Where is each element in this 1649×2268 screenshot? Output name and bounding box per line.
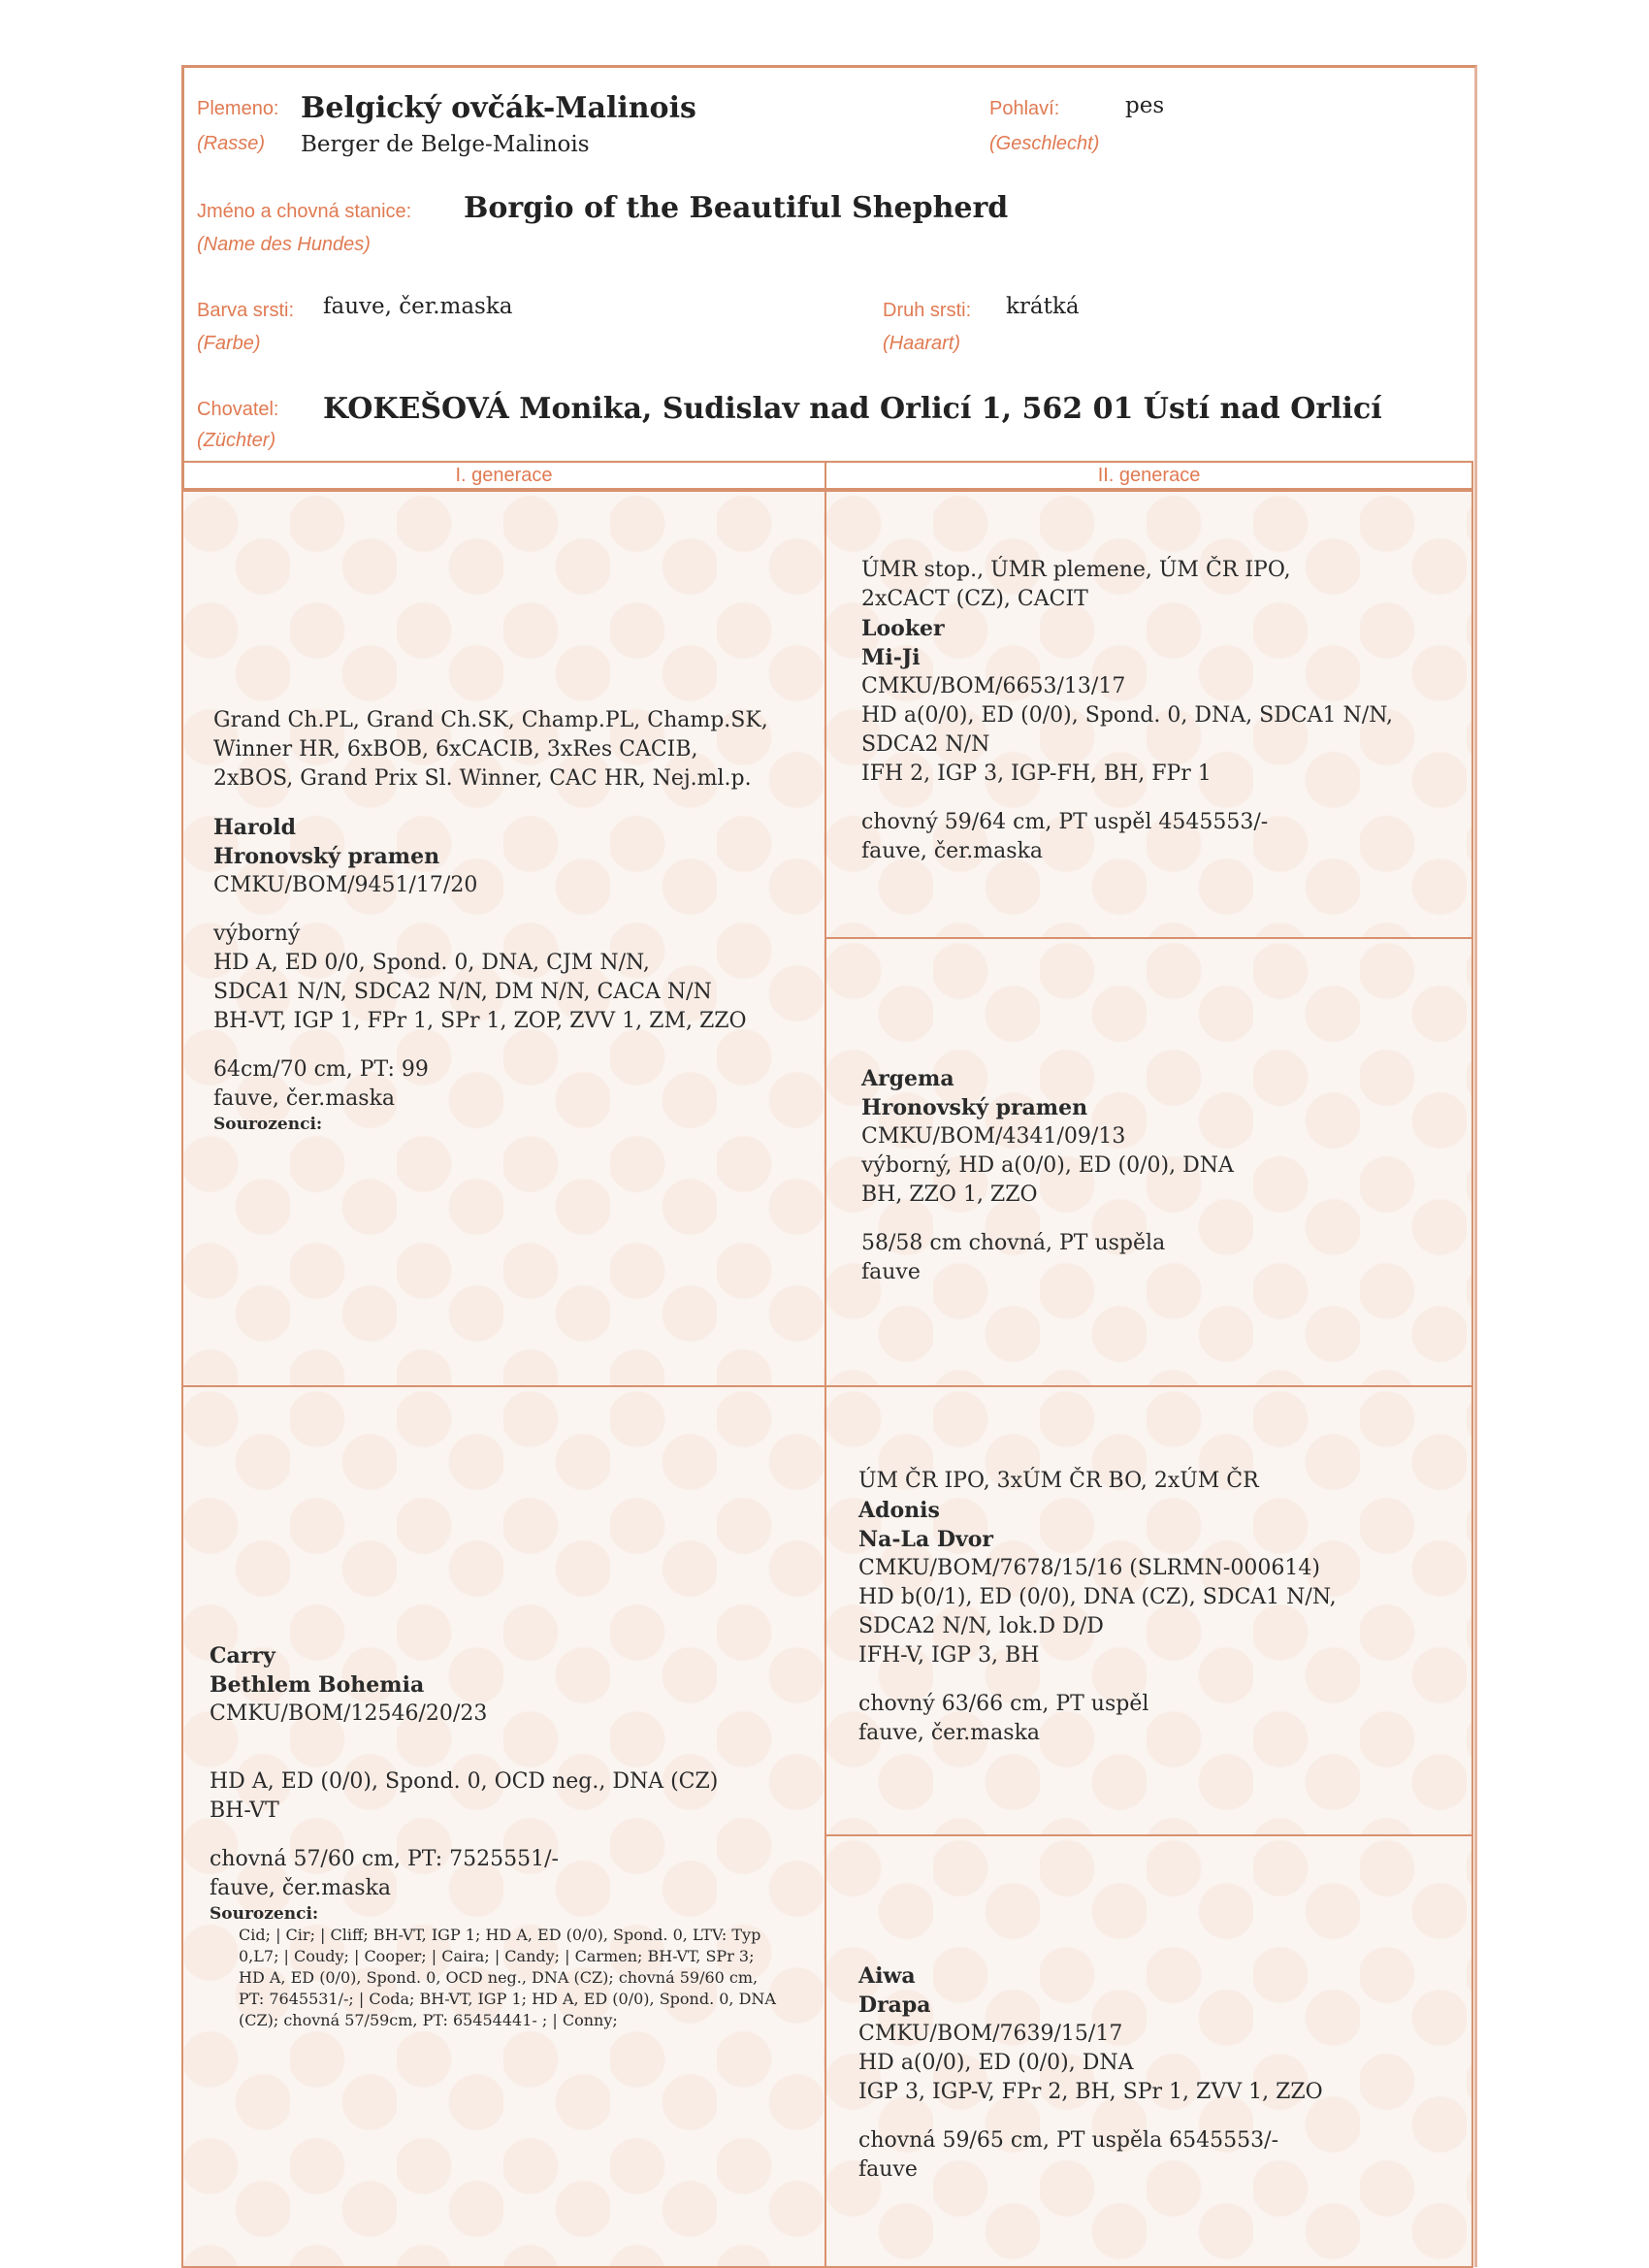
dam-dam-size-line: fauve bbox=[858, 2157, 918, 2182]
sire-dam-health-line: BH, ZZO 1, ZZO bbox=[861, 1183, 1038, 1207]
dam-dam-info bbox=[858, 1961, 1323, 2185]
sex-label: Pohlaví: bbox=[989, 98, 1060, 119]
sire-title-line: Winner HR, 6xBOB, 6xCACIB, 3xRes CACIB, bbox=[213, 737, 698, 761]
breeder-label-de: (Züchter) bbox=[197, 430, 276, 451]
sire-siblings-label: Sourozenci: bbox=[213, 1115, 323, 1134]
sire-sire-size-line: chovný 59/64 cm, PT uspěl 4545553/- bbox=[861, 810, 1269, 834]
sire-dam-size-line: 58/58 cm chovná, PT uspěla bbox=[861, 1231, 1166, 1255]
sire-sire-size-line: fauve, čer.maska bbox=[861, 839, 1044, 863]
sire-sire-health-line: HD a(0/0), ED (0/0), Spond. 0, DNA, SDCA1 N/N, bbox=[861, 703, 1394, 728]
sire-dam-health-line: výborný, HD a(0/0), ED (0/0), DNA bbox=[861, 1153, 1234, 1178]
sire-health-line: BH-VT, IGP 1, FPr 1, SPr 1, ZOP, ZVV 1, ZM, ZZO bbox=[213, 1009, 747, 1033]
dam-sire-health-line: SDCA2 N/N, lok.D D/D bbox=[858, 1614, 1104, 1638]
dam-dam-size-line: chovná 59/65 cm, PT uspěla 6545553/- bbox=[858, 2128, 1279, 2153]
dam-sire-registration: CMKU/BOM/7678/15/16 (SLRMN-000614) bbox=[858, 1556, 1320, 1580]
dog-name: Borgio of the Beautiful Shepherd bbox=[464, 191, 1009, 225]
dam-dam-health-line: HD a(0/0), ED (0/0), DNA bbox=[858, 2051, 1134, 2075]
sire-health-line: HD A, ED 0/0, Spond. 0, DNA, CJM N/N, bbox=[213, 951, 650, 975]
color-label: Barva srsti: bbox=[197, 300, 295, 321]
sire-sire-info bbox=[861, 556, 1393, 866]
dam-sire-size-line: chovný 63/66 cm, PT uspěl bbox=[858, 1692, 1149, 1716]
sire-sire-health-line: SDCA2 N/N bbox=[861, 732, 990, 757]
dam-sire-size-line: fauve, čer.maska bbox=[858, 1721, 1041, 1745]
sex-value: pes bbox=[1125, 93, 1165, 118]
breed-label-de: (Rasse) bbox=[197, 133, 266, 154]
breeder-value: KOKEŠOVÁ Monika, Sudislav nad Orlicí 1, 562 01 Ústí nad Orlicí bbox=[323, 392, 1382, 426]
sire-sire-title-line: ÚMR stop., ÚMR plemene, ÚM ČR IPO, bbox=[861, 558, 1291, 582]
color-label-de: (Farbe) bbox=[197, 333, 261, 354]
dam-sire-kennel: Na-La Dvor bbox=[858, 1527, 994, 1552]
generation-2-header: II. generace bbox=[824, 461, 1473, 490]
dam-dam-name: Aiwa bbox=[858, 1963, 916, 1989]
sire-dam-size-line: fauve bbox=[861, 1260, 921, 1284]
dam-kennel: Bethlem Bohemia bbox=[210, 1672, 425, 1698]
name-label-de: (Name des Hundes) bbox=[197, 234, 371, 255]
name-label: Jméno a chovná stanice: bbox=[197, 201, 412, 222]
coat-label-de: (Haarart) bbox=[883, 333, 961, 354]
dam-dam-kennel: Drapa bbox=[858, 1993, 931, 2018]
sire-sire-name: Looker bbox=[861, 616, 945, 641]
dam-size-line: chovná 57/60 cm, PT: 7525551/- bbox=[210, 1847, 559, 1871]
sire-sire-title-line: 2xCACT (CZ), CACIT bbox=[861, 587, 1088, 611]
dam-sire-health-line: HD b(0/1), ED (0/0), DNA (CZ), SDCA1 N/N, bbox=[858, 1585, 1337, 1609]
color-value: fauve, čer.maska bbox=[323, 294, 513, 319]
sire-dam-registration: CMKU/BOM/4341/09/13 bbox=[861, 1124, 1126, 1149]
sex-label-de: (Geschlecht) bbox=[989, 133, 1100, 154]
dam-sire-name: Adonis bbox=[858, 1498, 940, 1523]
dam-dam-health-line: IGP 3, IGP-V, FPr 2, BH, SPr 1, ZVV 1, ZZO bbox=[858, 2080, 1323, 2104]
dam-sire-title-line: ÚM ČR IPO, 3xÚM ČR BO, 2xÚM ČR bbox=[858, 1469, 1259, 1493]
sire-dam-kennel: Hronovský pramen bbox=[861, 1095, 1088, 1120]
generation-1-header: I. generace bbox=[181, 461, 826, 490]
sire-health-line: výborný bbox=[213, 922, 301, 946]
sire-size-line: 64cm/70 cm, PT: 99 bbox=[213, 1057, 429, 1082]
sire-sire-health-line: IFH 2, IGP 3, IGP-FH, BH, FPr 1 bbox=[861, 761, 1212, 786]
dam-name: Carry bbox=[210, 1643, 275, 1669]
sire-kennel: Hronovský pramen bbox=[213, 844, 440, 869]
breed-value-de: Berger de Belge-Malinois bbox=[301, 132, 590, 157]
breeder-label: Chovatel: bbox=[197, 399, 279, 420]
sire-registration: CMKU/BOM/9451/17/20 bbox=[213, 873, 478, 897]
dam-sire-health-line: IFH-V, IGP 3, BH bbox=[858, 1643, 1040, 1668]
sire-dam-name: Argema bbox=[861, 1066, 954, 1091]
sire-dam-info bbox=[861, 1064, 1234, 1287]
sire-health-line: SDCA1 N/N, SDCA2 N/N, DM N/N, CACA N/N bbox=[213, 980, 712, 1004]
dam-info bbox=[210, 1641, 782, 2031]
sire-sire-registration: CMKU/BOM/6653/13/17 bbox=[861, 674, 1126, 698]
coat-value: krátká bbox=[1006, 294, 1080, 319]
sire-sire-kennel: Mi-Ji bbox=[861, 645, 921, 670]
dam-sire-info bbox=[858, 1467, 1337, 1748]
dam-dam-registration: CMKU/BOM/7639/15/17 bbox=[858, 2022, 1123, 2046]
sire-name: Harold bbox=[213, 815, 297, 840]
breed-value: Belgický ovčák-Malinois bbox=[301, 91, 696, 125]
sire-title-line: 2xBOS, Grand Prix Sl. Winner, CAC HR, Nej.ml.p. bbox=[213, 766, 752, 791]
sire-info bbox=[213, 706, 768, 1135]
sire-size-line: fauve, čer.maska bbox=[213, 1086, 396, 1111]
coat-label: Druh srsti: bbox=[883, 300, 972, 321]
sire-title-line: Grand Ch.PL, Grand Ch.SK, Champ.PL, Champ.SK, bbox=[213, 708, 768, 732]
dam-size-line: fauve, čer.maska bbox=[210, 1876, 392, 1900]
dam-health-line: BH-VT bbox=[210, 1798, 279, 1823]
breed-label: Plemeno: bbox=[197, 98, 279, 119]
dam-siblings-list: Cid; | Cir; | Cliff; BH-VT, IGP 1; HD A, ED (0/0), Spond. 0, LTV: Typ 0,L7; | Coudy; | Cooper; | Caira; | Candy; | Carmen; BH-VT, SPr 3; HD A, ED (0/0), Spond. 0, OCD neg., DNA (CZ); chovná 59/60 cm, PT: 7645531/-; | Coda; BH-VT, IGP 1; HD A, ED (0/0), Spond. 0, DNA (CZ); chovná 57/59cm, PT: 65454441- ; | Conny; bbox=[239, 1926, 776, 2029]
dam-siblings-label: Sourozenci: bbox=[210, 1904, 319, 1924]
dam-registration: CMKU/BOM/12546/20/23 bbox=[210, 1701, 488, 1726]
dam-health-line: HD A, ED (0/0), Spond. 0, OCD neg., DNA (CZ) bbox=[210, 1769, 719, 1794]
